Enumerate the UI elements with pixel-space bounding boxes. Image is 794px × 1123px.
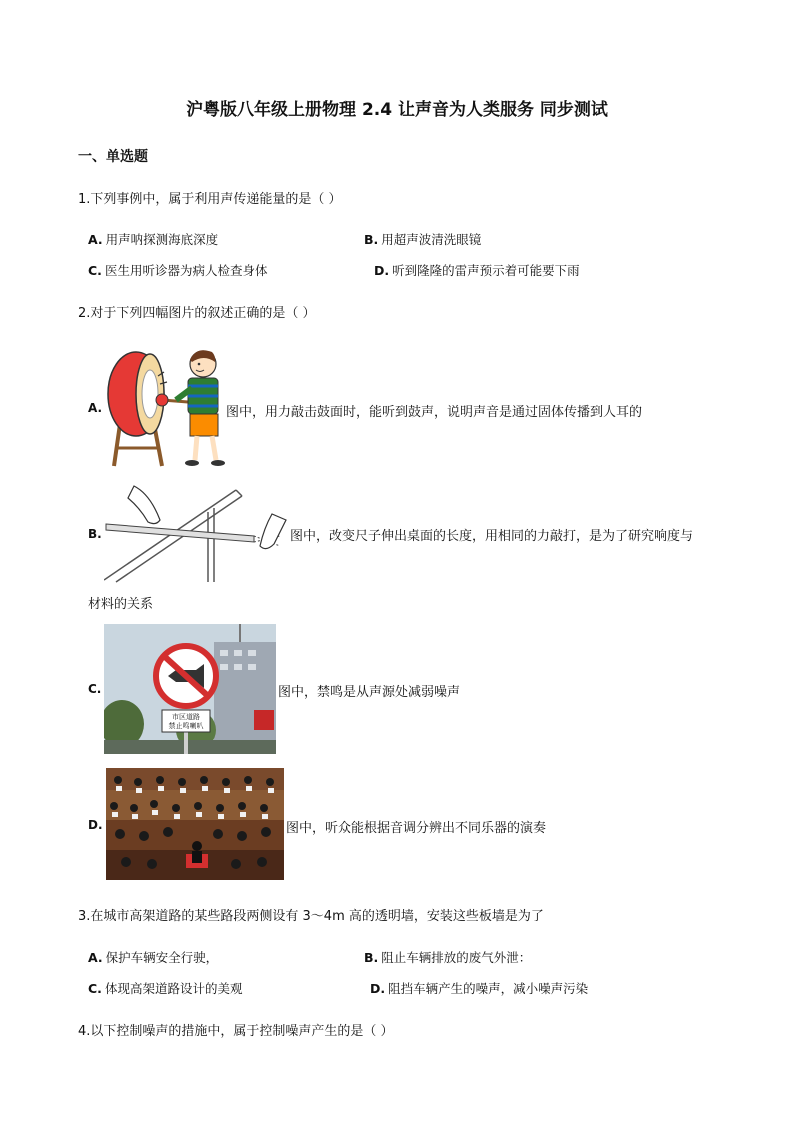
q2-option-b-label: B. (88, 527, 102, 541)
question-3-stem: 3.在城市高架道路的某些路段两侧设有 3～4m 高的透明墙，安装这些板墙是为了 (78, 909, 544, 924)
option-text: 用声呐探测海底深度 (105, 232, 219, 247)
option-label: B. (364, 232, 379, 247)
question-1-stem: 1.下列事例中，属于利用声传递能量的是（ ） (78, 192, 342, 207)
option-label: C. (88, 981, 102, 996)
q2-option-a-label: A. (88, 401, 103, 415)
q3-option-d (370, 979, 588, 997)
option-text: 阻止车辆排放的废气外泄： (381, 950, 532, 965)
no-horn-sign-photo (104, 624, 276, 754)
page-title: 沪粤版八年级上册物理 2.4 让声音为人类服务 同步测试 (186, 100, 608, 120)
option-label: B. (364, 950, 379, 965)
option-label: D. (370, 981, 386, 996)
option-text: 医生用听诊器为病人检查身体 (104, 263, 268, 278)
q2-option-d-text: 图中，听众能根据音调分辨出不同乐器的演奏 (286, 821, 547, 836)
option-label: A. (88, 232, 103, 247)
option-label: D. (374, 263, 390, 278)
q3-option-c (88, 979, 242, 997)
q2-option-a-text: 图中，用力敲击鼓面时，能听到鼓声，说明声音是通过固体传播到人耳的 (226, 405, 643, 420)
option-text: 保护车辆安全行驶， (105, 950, 219, 965)
q2-option-c-label: C. (88, 682, 102, 696)
q3-option-b (364, 948, 531, 966)
question-2-stem: 2.对于下列四幅图片的叙述正确的是（ ） (78, 306, 316, 321)
section-heading: 一、单选题 (78, 149, 148, 165)
q1-option-d (374, 261, 580, 279)
q1-option-a (88, 230, 218, 248)
q2-option-c-text: 图中，禁鸣是从声源处减弱噪声 (278, 685, 461, 700)
option-label: C. (88, 263, 102, 278)
sign-text-line-2: 禁止鸣喇叭 (168, 722, 204, 730)
orchestra-photo (106, 768, 284, 880)
q2-option-b-text-continued: 材料的关系 (88, 597, 154, 612)
q2-option-b-text: 图中，改变尺子伸出桌面的长度，用相同的力敲打，是为了研究响度与 (290, 529, 694, 544)
q2-option-d-label: D. (88, 818, 103, 832)
q3-option-a (88, 948, 218, 966)
option-text: 阻挡车辆产生的噪声，减小噪声污染 (388, 981, 589, 996)
option-label: A. (88, 950, 103, 965)
option-text: 体现高架道路设计的美观 (104, 981, 243, 996)
q1-option-b (364, 230, 481, 248)
drum-illustration (104, 344, 226, 468)
question-4-stem: 4.以下控制噪声的措施中，属于控制噪声产生的是（ ） (78, 1024, 394, 1039)
option-text: 听到隆隆的雷声预示着可能要下雨 (392, 263, 580, 278)
sign-text-line-1: 市区道路 (172, 713, 200, 721)
q1-option-c (88, 261, 267, 279)
option-text: 用超声波清洗眼镜 (381, 232, 482, 247)
ruler-on-table-illustration (104, 484, 288, 584)
